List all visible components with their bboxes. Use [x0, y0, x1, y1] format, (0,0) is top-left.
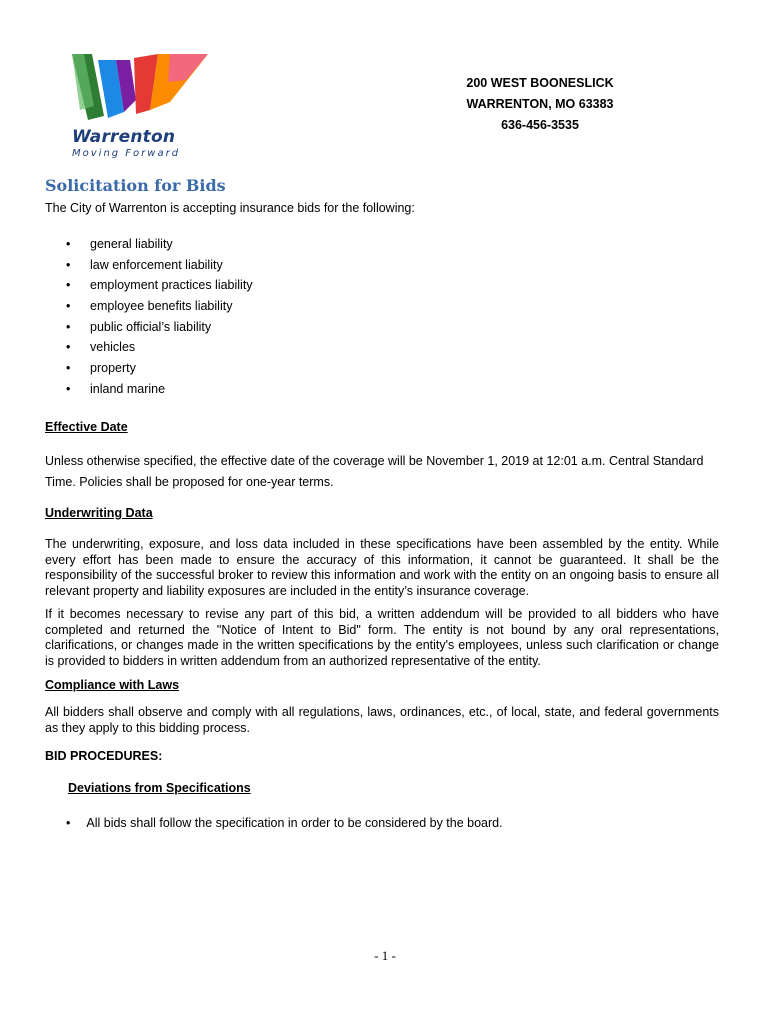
list-item: • employment practices liability [45, 275, 253, 296]
bid-bullet-text: All bids shall follow the specification in order to be considered by the board. [86, 816, 503, 830]
bullet-icon: • [66, 319, 71, 334]
address-phone: 636-456-3535 [501, 118, 579, 132]
effective-date-heading: Effective Date [45, 420, 128, 434]
page-title: Solicitation for Bids [45, 176, 226, 195]
list-item: • public official’s liability [45, 317, 253, 338]
underwriting-para-2: If it becomes necessary to revise any part of this bid, a written addendum will be provided to all bidders who have completed and returned the "Notice of Intent to Bid" form. The entity is not bound by any oral representations, clarifications, or changes made in the written specifications by the entity's employees, unless such clarification or change is provided to bidders in written addendum from an authorized representative of the entity. [45, 607, 719, 668]
underwriting-para-1: The underwriting, exposure, and loss data included in these specifications have been assembled by the entity. While every effort has been made to ensure the accuracy of this information, it cannot be guaranteed. It shall be the responsibility of the successful broker to review this information and work with the entity on an ongoing basis to ensure all relevant property and liability exposures are included in the entity’s insurance coverage. [45, 537, 719, 598]
bullet-icon: • [66, 816, 71, 830]
list-item: • employee benefits liability [45, 296, 253, 317]
compliance-heading: Compliance with Laws [45, 678, 180, 692]
bullet-icon: • [66, 381, 71, 396]
warrenton-w-mark [58, 50, 218, 130]
bid-procedures-heading: BID PROCEDURES: [45, 749, 163, 763]
bullet-icon: • [66, 361, 71, 376]
list-item [66, 816, 503, 830]
intro-text: The City of Warrenton is accepting insurance bids for the following: [45, 201, 415, 215]
effective-date-text: Unless otherwise specified, the effective date of the coverage will be November 1, 2019 at 12:01 a.m. Central Standard Time. Policies shall be proposed for one-year terms. [45, 454, 704, 489]
list-item: • law enforcement liability [45, 255, 253, 276]
bullet-icon: • [66, 278, 71, 293]
logo-tagline: Moving Forward [72, 148, 181, 159]
list-item: • vehicles [45, 337, 253, 358]
list-item: • general liability [45, 234, 253, 255]
bullet-icon: • [66, 237, 71, 251]
compliance-text: All bidders shall observe and comply with all regulations, laws, ordinances, etc., of local, state, and federal governments as they apply to this bidding process. [45, 705, 719, 735]
logo-wordmark: Warrenton [72, 127, 176, 147]
bullet-icon: • [66, 299, 71, 314]
list-item: • inland marine [45, 379, 253, 400]
coverage-list [45, 234, 253, 400]
warrenton-logo [58, 50, 218, 162]
page-number: - 1 - [374, 948, 396, 963]
address-city-state: WARRENTON, MO 63383 [466, 97, 614, 111]
bullet-icon: • [66, 257, 71, 272]
bullet-icon: • [66, 340, 71, 355]
underwriting-heading: Underwriting Data [45, 506, 153, 520]
deviations-heading: Deviations from Specifications [68, 781, 251, 795]
list-item: • property [45, 358, 253, 379]
address-street: 200 WEST BOONESLICK [466, 76, 614, 90]
city-address-block [420, 73, 660, 136]
